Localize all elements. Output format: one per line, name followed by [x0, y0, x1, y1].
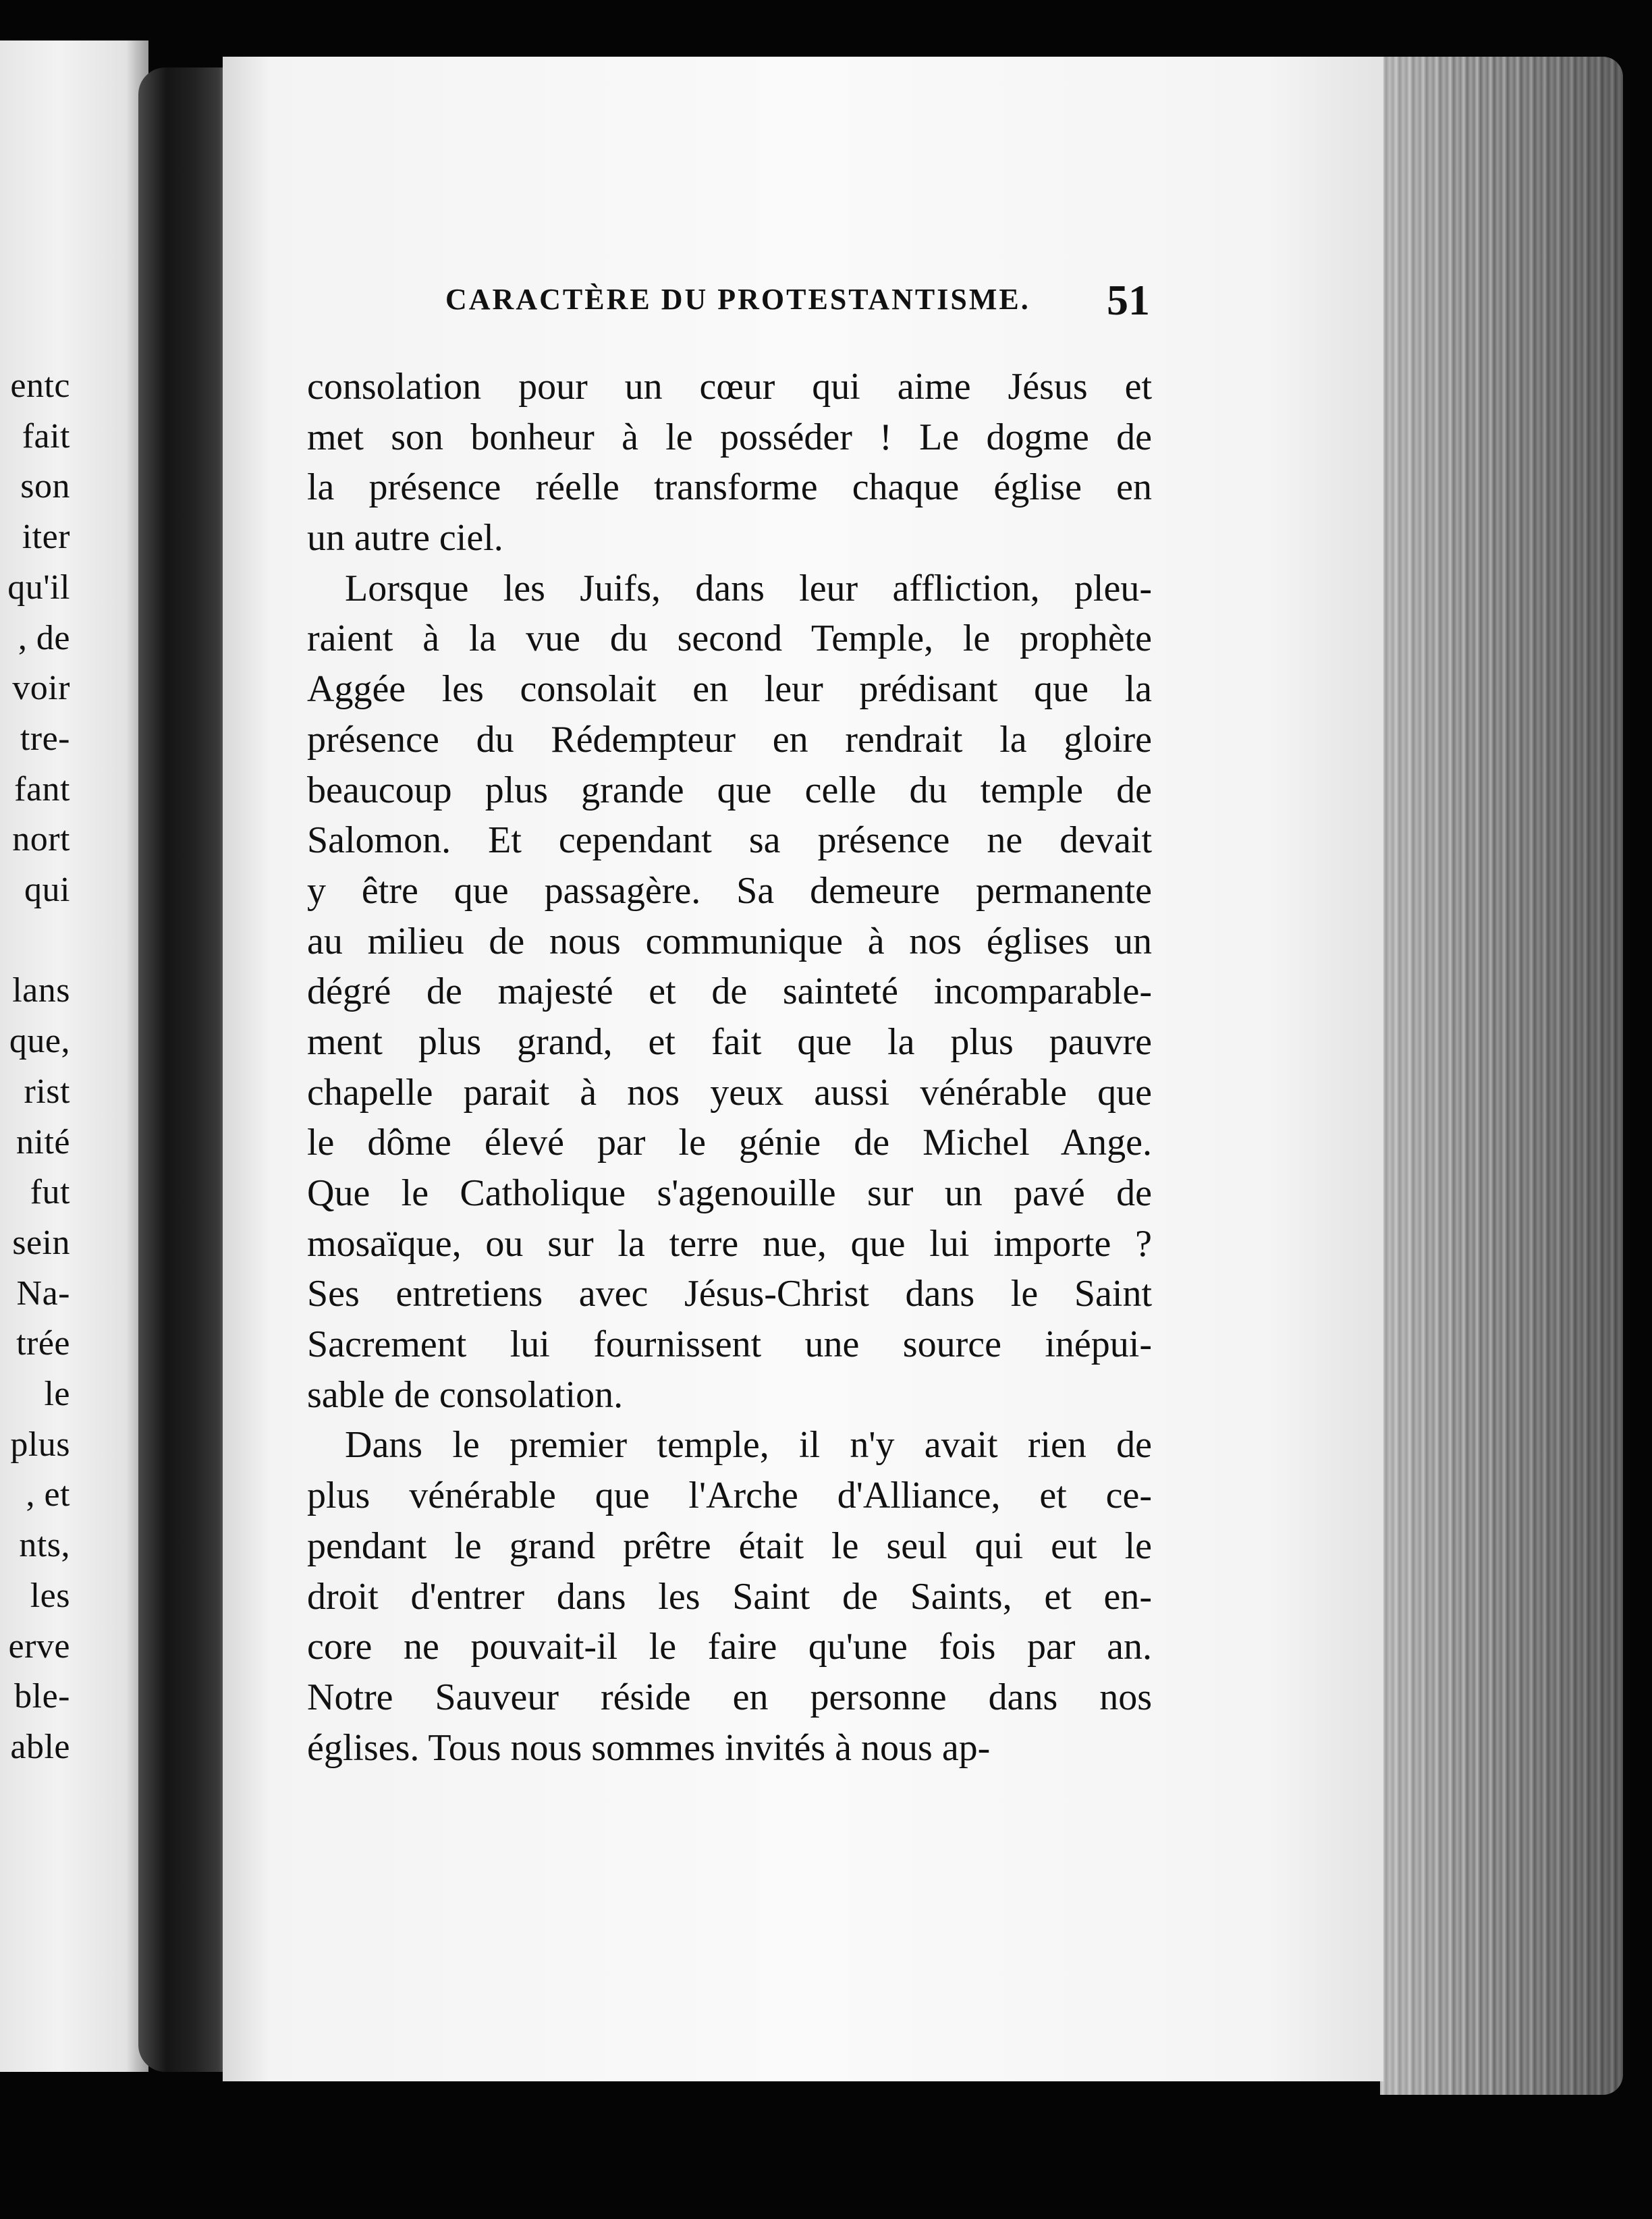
- text-line: mosaïque, ou sur la terre nue, que lui importe ?: [307, 1222, 1152, 1265]
- text-line: dégré de majesté et de sainteté incomparable-: [307, 970, 1152, 1013]
- running-head: CARACTÈRE DU PROTESTANTISME.: [445, 283, 1030, 316]
- left-page-line: qu'il: [7, 568, 70, 607]
- page-number: 51: [1107, 276, 1150, 324]
- left-page-line: entc: [10, 366, 70, 405]
- left-page-line: Na-: [16, 1273, 70, 1313]
- left-page-line: son: [20, 467, 70, 506]
- left-page-line: , de: [18, 618, 70, 657]
- left-page-line: , et: [26, 1475, 70, 1514]
- text-line: Sacrement lui fournissent une source inépui-: [307, 1323, 1152, 1366]
- text-line: Aggée les consolait en leur prédisant que la: [307, 668, 1152, 711]
- left-page-line: nts,: [19, 1526, 70, 1565]
- text-line: plus vénérable que l'Arche d'Alliance, et ce-: [307, 1475, 1152, 1517]
- text-line: un autre ciel.: [307, 517, 503, 559]
- left-page-line: fait: [22, 416, 70, 456]
- left-page-line: ble-: [14, 1677, 70, 1716]
- text-line: pendant le grand prêtre était le seul qui eut le: [307, 1525, 1152, 1567]
- text-line: le dôme élevé par le génie de Michel Ange.: [307, 1122, 1152, 1164]
- left-page-line: qui: [24, 871, 70, 910]
- text-line: Notre Sauveur réside en personne dans nos: [307, 1676, 1152, 1718]
- text-line: présence du Rédempteur en rendrait la gloire: [307, 718, 1152, 761]
- text-line: chapelle parait à nos yeux aussi vénérable que: [307, 1071, 1152, 1114]
- left-page-line: le: [44, 1375, 70, 1414]
- left-page-line: able: [10, 1727, 70, 1766]
- left-page-line: nort: [12, 820, 70, 859]
- text-line: core ne pouvait-il le faire qu'une fois par an.: [307, 1626, 1152, 1668]
- left-page-line: que,: [9, 1022, 70, 1061]
- paragraph: [307, 564, 1152, 1421]
- text-line: met son bonheur à le posséder ! Le dogme de: [307, 416, 1152, 458]
- left-page-line: lans: [12, 971, 70, 1010]
- book-gutter: [138, 67, 233, 2072]
- left-page-text: [0, 361, 70, 1773]
- text-line: sable de consolation.: [307, 1373, 624, 1416]
- text-line: églises. Tous nous sommes invités à nous ap-: [307, 1726, 991, 1769]
- paragraph: [307, 362, 1152, 564]
- left-page-line: trée: [16, 1324, 70, 1363]
- left-page-line: plus: [10, 1425, 70, 1464]
- left-page-line: fant: [14, 769, 70, 809]
- left-page-line: tre-: [20, 719, 70, 758]
- body-text: [307, 362, 1152, 1773]
- left-page-line: erve: [8, 1626, 70, 1666]
- left-page-line: sein: [12, 1223, 70, 1262]
- left-page-line: nité: [16, 1122, 70, 1161]
- text-line: ment plus grand, et fait que la plus pauvre: [307, 1020, 1152, 1063]
- text-line: Lorsque les Juifs, dans leur affliction, pleu-: [345, 567, 1152, 609]
- text-line: la présence réelle transforme chaque église en: [307, 466, 1152, 509]
- left-page-line: rist: [24, 1072, 70, 1111]
- text-line: y être que passagère. Sa demeure permanente: [307, 869, 1152, 912]
- left-page-line: les: [30, 1576, 70, 1615]
- left-page-line: [0, 916, 70, 966]
- page-edges-shade: [1380, 57, 1623, 2095]
- left-page-line: fut: [30, 1173, 70, 1212]
- text-line: Ses entretiens avec Jésus-Christ dans le Saint: [307, 1273, 1152, 1315]
- text-line: droit d'entrer dans les Saint de Saints, et en-: [307, 1575, 1152, 1618]
- left-page-line: iter: [22, 518, 70, 557]
- text-line: Salomon. Et cependant sa présence ne devait: [307, 819, 1152, 862]
- text-line: au milieu de nous communique à nos églises un: [307, 920, 1152, 962]
- text-line: consolation pour un cœur qui aime Jésus et: [307, 366, 1152, 408]
- text-line: raient à la vue du second Temple, le prophète: [307, 618, 1152, 660]
- paragraph: [307, 1420, 1152, 1773]
- text-line: Dans le premier temple, il n'y avait rien de: [345, 1424, 1152, 1467]
- text-line: Que le Catholique s'agenouille sur un pavé de: [307, 1172, 1152, 1214]
- left-page-line: voir: [12, 669, 70, 708]
- text-line: beaucoup plus grande que celle du temple de: [307, 769, 1152, 811]
